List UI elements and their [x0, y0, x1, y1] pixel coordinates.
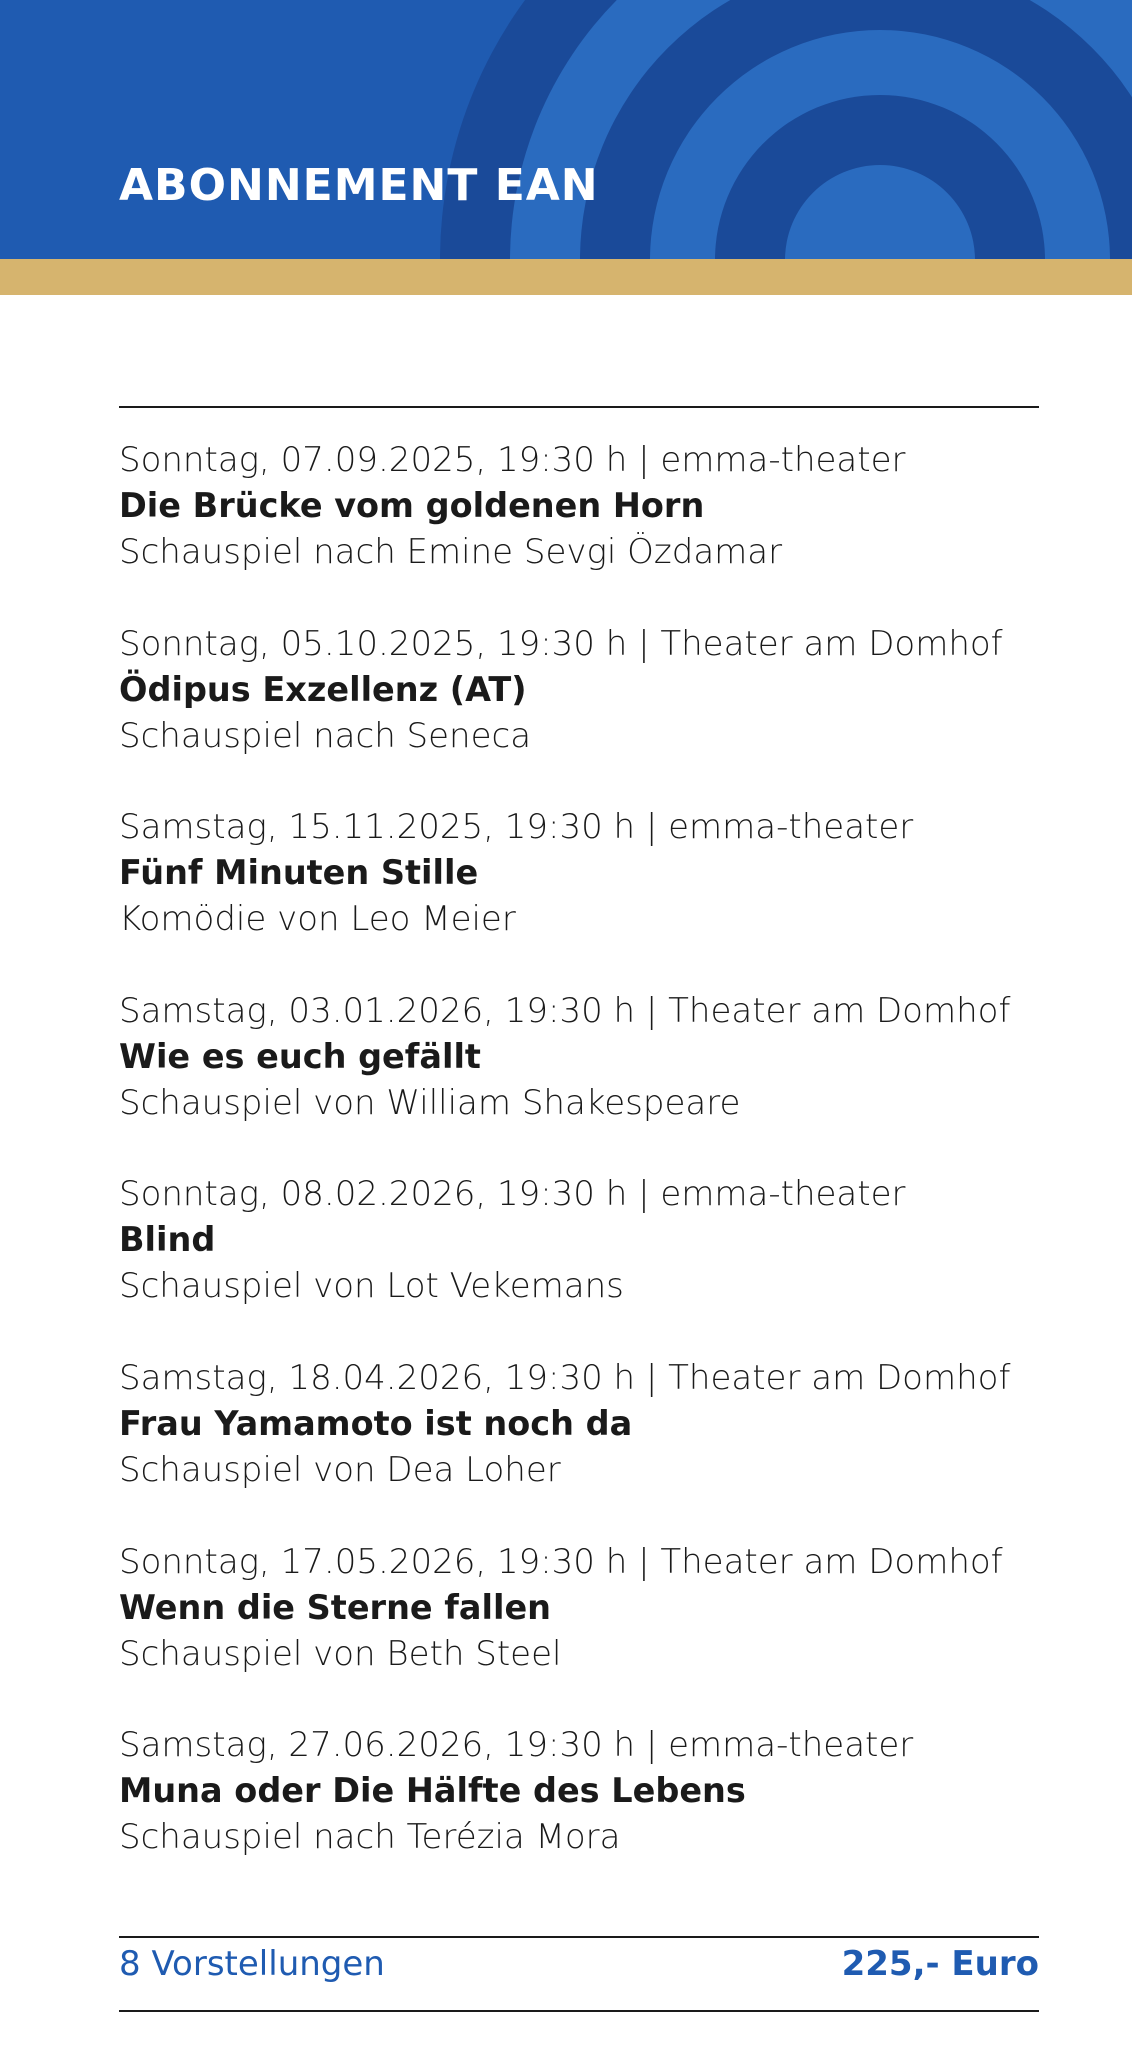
event-description: Schauspiel nach Emine Sevgi Özdamar [119, 532, 783, 572]
event-description: Komödie von Leo Meier [119, 899, 516, 940]
event-description: Schauspiel von Beth Steel [119, 1633, 562, 1674]
event-date-venue: Sonntag, 17.05.2026, 19:30 h | Theater am Domhof [119, 1541, 1003, 1582]
event-title: Muna oder Die Hälfte des Lebens [119, 1771, 746, 1811]
event-date-venue: Sonntag, 07.09.2025, 19:30 h | emma-theater [119, 440, 906, 480]
event-item [119, 804, 1059, 988]
event-title: Wenn die Sterne fallen [119, 1587, 552, 1627]
event-item [119, 1722, 1059, 1906]
event-date-venue: Sonntag, 05.10.2025, 19:30 h | Theater am Domhof [119, 623, 1003, 664]
event-description: Schauspiel von William Shakespeare [119, 1082, 741, 1123]
header-banner [0, 0, 1132, 259]
event-item [119, 437, 1059, 621]
gold-divider-band [0, 259, 1132, 295]
event-title: Fünf Minuten Stille [119, 853, 479, 893]
subscription-price: 225,- Euro [841, 1944, 1039, 1984]
event-item [119, 988, 1059, 1172]
event-title: Ödipus Exzellenz (AT) [119, 669, 527, 709]
event-date-venue: Samstag, 18.04.2026, 19:30 h | Theater am Domhof [119, 1357, 1011, 1398]
page-title: ABONNEMENT EAN [119, 160, 599, 211]
footer-top-divider [119, 1936, 1039, 1938]
event-date-venue: Samstag, 27.06.2026, 19:30 h | emma-theater [119, 1725, 914, 1766]
event-date-venue: Sonntag, 08.02.2026, 19:30 h | emma-theater [119, 1174, 906, 1215]
event-title: Blind [119, 1220, 216, 1260]
event-date-venue: Samstag, 15.11.2025, 19:30 h | emma-theater [119, 807, 914, 848]
event-description: Schauspiel von Dea Loher [119, 1449, 561, 1490]
event-item [119, 1355, 1059, 1539]
event-title: Frau Yamamoto ist noch da [119, 1403, 633, 1443]
event-list [119, 437, 1059, 1906]
event-item [119, 1171, 1059, 1355]
event-item [119, 621, 1059, 805]
event-description: Schauspiel nach Terézia Mora [119, 1817, 621, 1858]
event-item [119, 1539, 1059, 1723]
event-title: Wie es euch gefällt [119, 1036, 481, 1076]
summary-footer [119, 1944, 1039, 2000]
event-date-venue: Samstag, 03.01.2026, 19:30 h | Theater am Domhof [119, 990, 1011, 1031]
decorative-arcs [0, 0, 1132, 259]
event-description: Schauspiel von Lot Vekemans [119, 1266, 624, 1307]
footer-bottom-divider [119, 2010, 1039, 2012]
top-divider [119, 406, 1039, 408]
event-description: Schauspiel nach Seneca [119, 715, 532, 756]
performance-count: 8 Vorstellungen [119, 1944, 385, 1984]
event-title: Die Brücke vom goldenen Horn [119, 486, 705, 525]
